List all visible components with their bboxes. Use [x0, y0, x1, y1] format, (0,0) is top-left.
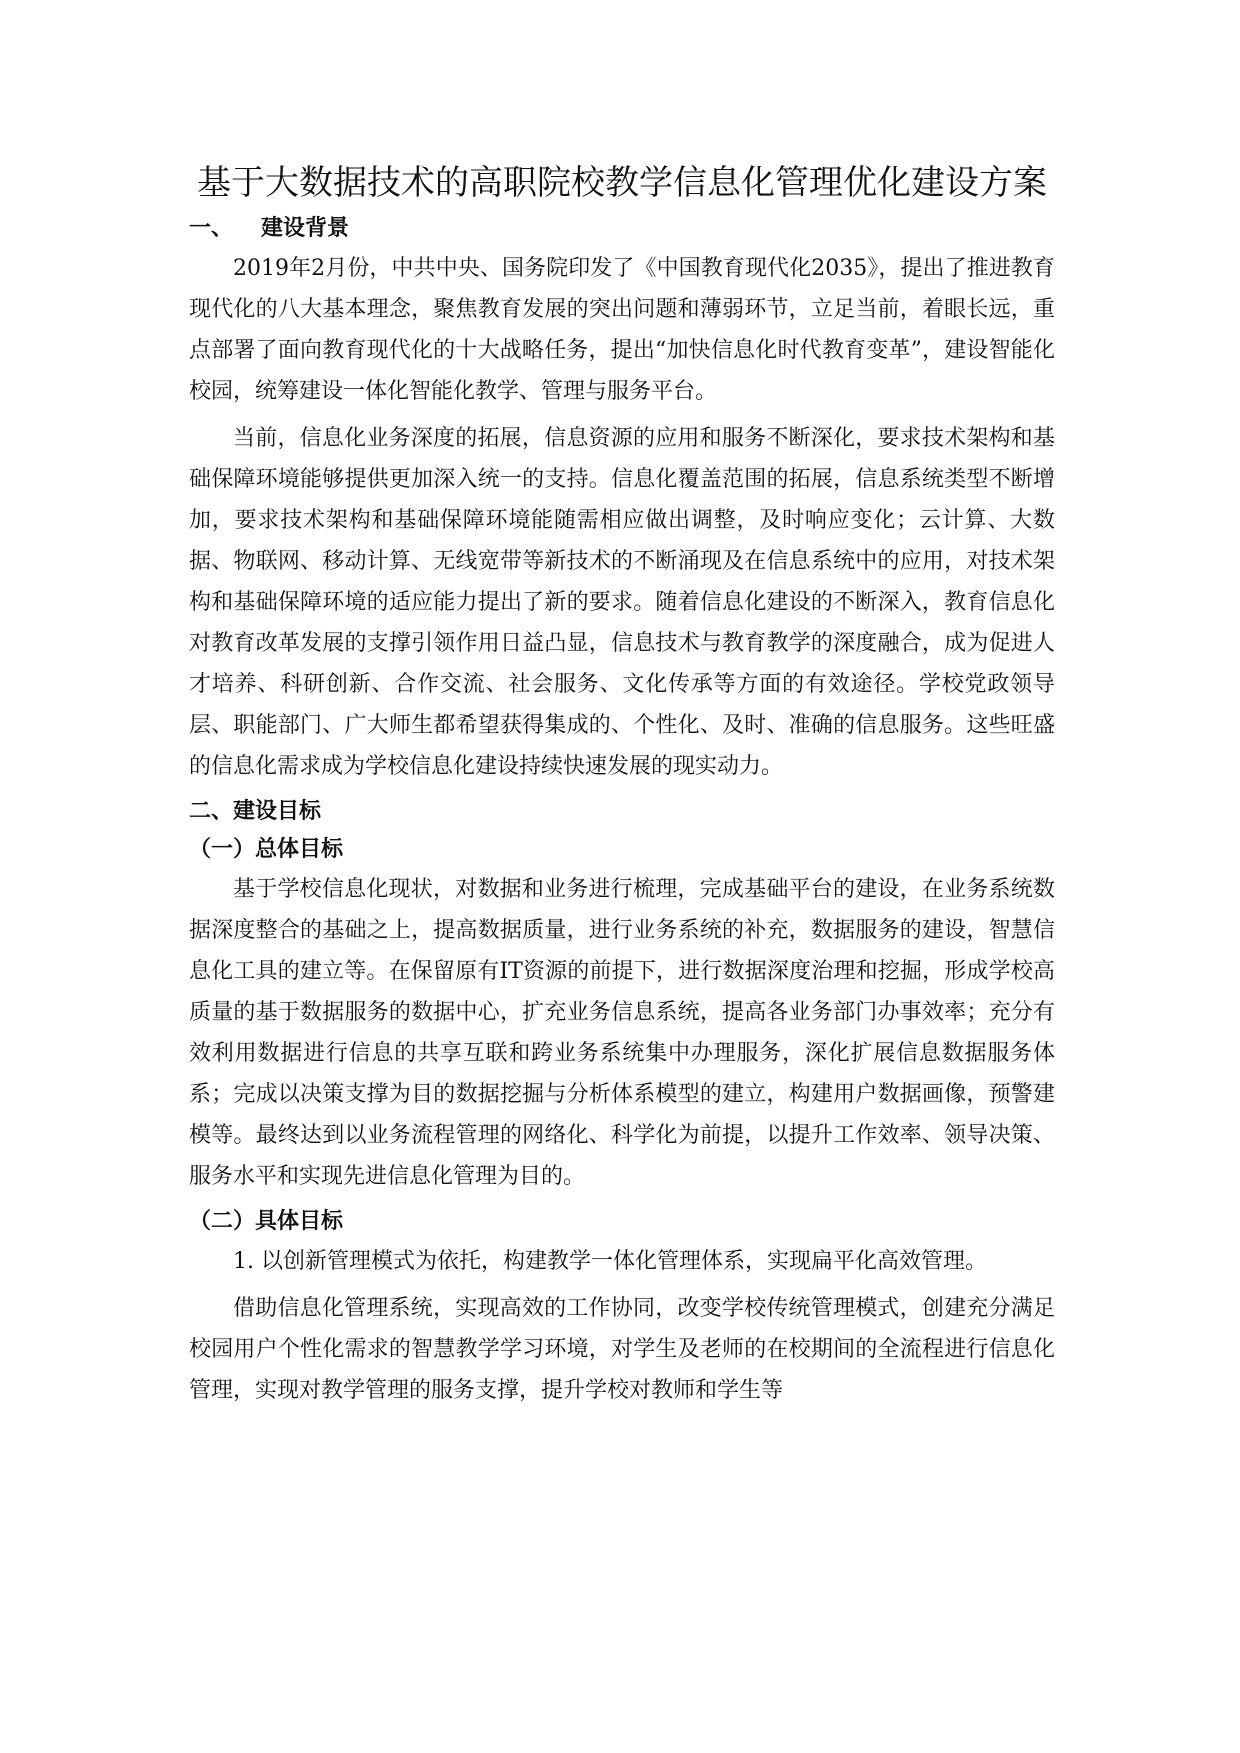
subsection-heading-specific: （二）具体目标	[189, 1209, 344, 1234]
paragraph: 基于学校信息化现状，对数据和业务进行梳理，完成基础平台的建设，在业务系统数据深度整合的基础之上，提高数据质量，进行业务系统的补充，数据服务的建设，智慧信息化工具的建立等。在保留原有IT资源的前提下，进行数据深度治理和挖掘，形成学校高质量的基于数据服务的数据中心，扩充业务信息系统，提高各业务部门办事效率；充分有效利用数据进行信息的共享互联和跨业务系统集中办理服务，深化扩展信息数据服务体系；完成以决策支撑为目的数据挖掘与分析体系模型的建立，构建用户数据画像，预警建模等。最终达到以业务流程管理的网络化、科学化为前提，以提升工作效率、领导决策、服务水平和实现先进信息化管理为目的。	[189, 877, 1055, 1189]
section-heading-goals: 二、建设目标	[189, 799, 322, 824]
document-title: 基于大数据技术的高职院校教学信息化管理优化建设方案	[197, 163, 1047, 203]
section-heading-background	[189, 210, 1055, 248]
paragraph: 借助信息化管理系统，实现高效的工作协同，改变学校传统管理模式，创建充分满足校园用户个性化需求的智慧教学学习环境，对学生及老师的在校期间的全流程进行信息化管理，实现对教学管理的服务支撑，提升学校对教师和学生等	[189, 1296, 1055, 1403]
section-heading-text: 建设背景	[261, 216, 350, 241]
paragraph: 当前，信息化业务深度的拓展，信息资源的应用和服务不断深化，要求技术架构和基础保障环境能够提供更加深入统一的支持。信息化覆盖范围的拓展，信息系统类型不断增加，要求技术架构和基础保障环境能随需相应做出调整，及时响应变化；云计算、大数据、物联网、移动计算、无线宽带等新技术的不断涌现及在信息系统中的应用，对技术架构和基础保障环境的适应能力提出了新的要求。随着信息化建设的不断深入，教育信息化对教育改革发展的支撑引领作用日益凸显，信息技术与教育教学的深度融合，成为促进人才培养、科研创新、合作交流、社会服务、文化传承等方面的有效途径。学校党政领导层、职能部门、广大师生都希望获得集成的、个性化、及时、准确的信息服务。这些旺盛的信息化需求成为学校信息化建设持续快速发展的现实动力。	[189, 426, 1055, 779]
subsection-heading-overall: （一）总体目标	[189, 837, 344, 862]
section-number: 一、	[189, 216, 234, 241]
document-page	[189, 160, 1055, 1417]
numbered-item: 1. 以创新管理模式为依托，构建教学一体化管理体系，实现扁平化高效管理。	[233, 1249, 987, 1274]
paragraph: 2019年2月份，中共中央、国务院印发了《中国教育现代化2035》，提出了推进教育现代化的八大基本理念，聚焦教育发展的突出问题和薄弱环节，立足当前，着眼长远，重点部署了面向教育现代化的十大战略任务，提出“加快信息化时代教育变革”，建设智能化校园，统筹建设一体化智能化教学、管理与服务平台。	[189, 256, 1055, 404]
